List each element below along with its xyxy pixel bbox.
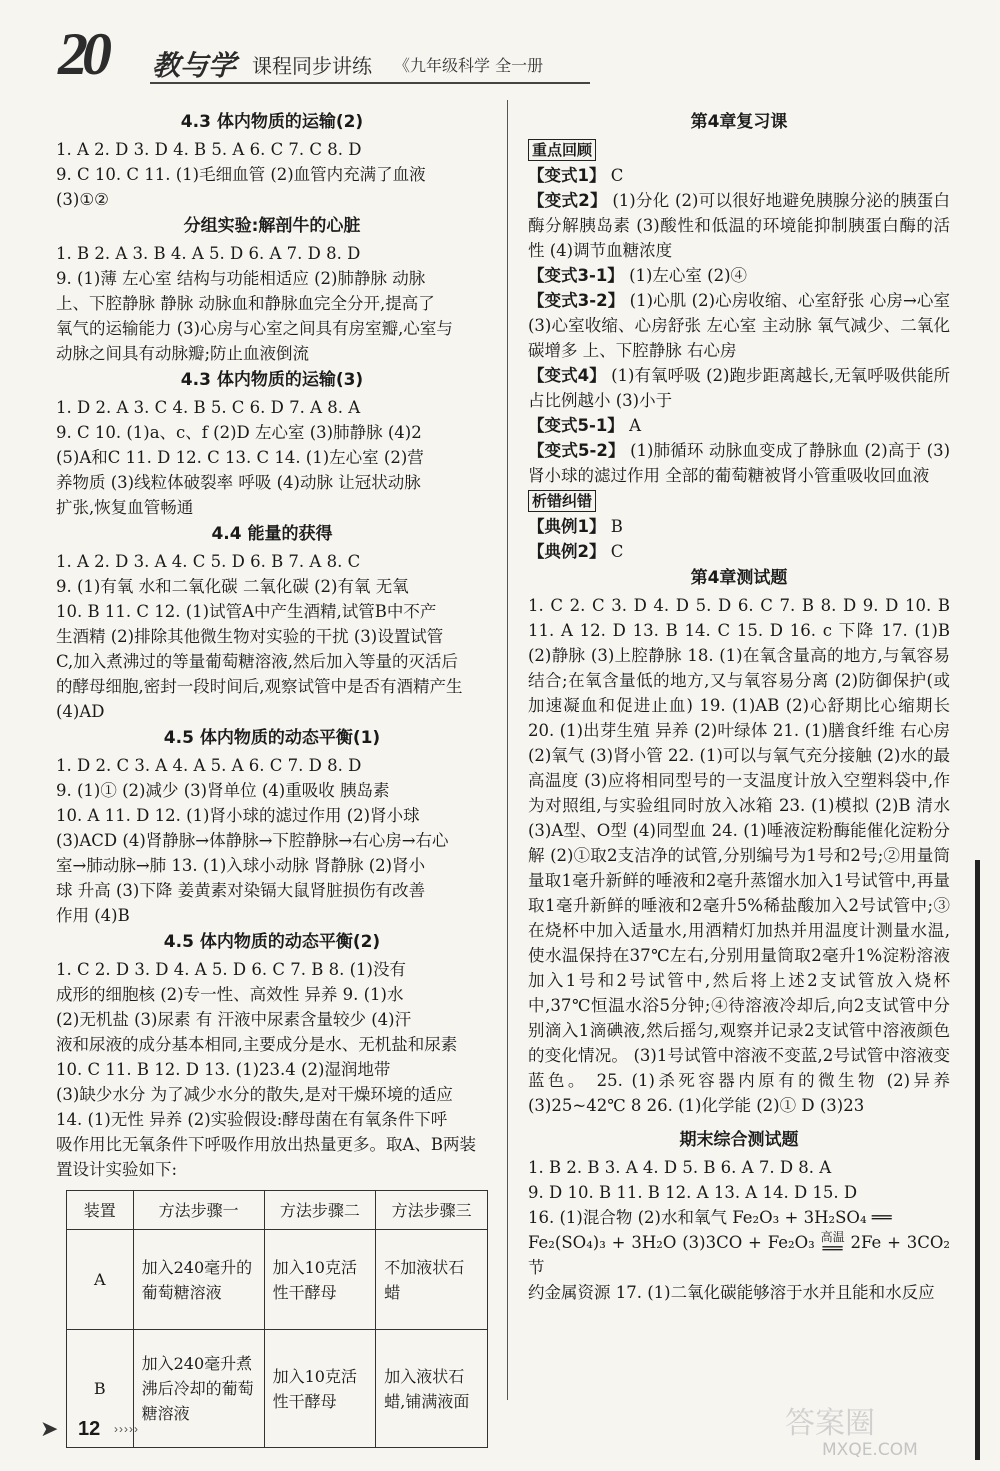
item-text: (1)左心室 (2)④: [629, 266, 748, 285]
table-cell: 不加液状石蜡: [376, 1230, 488, 1330]
table-header-row: [67, 1191, 488, 1230]
section-title: 4.4 能量的获得: [211, 524, 333, 544]
answer-line: 置设计实验如下:: [56, 1160, 178, 1179]
section-4-5-2: [56, 930, 488, 1182]
table-cell: 加入240毫升的葡萄糖溶液: [133, 1230, 264, 1330]
review-title: 第4章复习课: [690, 112, 788, 132]
section-title: 4.5 体内物质的动态平衡(1): [163, 728, 381, 748]
answer-line: 1. B 2. B 3. A 4. D 5. B 6. A 7. D 8. A: [528, 1158, 832, 1177]
section-title: 4.3 体内物质的运输(3): [180, 370, 364, 390]
final-title: 期末综合测试题: [679, 1130, 799, 1150]
equals-sign: ══: [822, 1239, 843, 1258]
item-tag: 【变式5-1】: [528, 416, 624, 435]
answer-line: 9. D 10. B 11. B 12. A 13. A 14. D 15. D: [528, 1183, 858, 1202]
answer-line: 养物质 (3)线粒体破裂率 呼吸 (4)动脉 让冠状动脉: [56, 473, 421, 492]
equation-left: 3CO + Fe₂O₃: [705, 1233, 815, 1252]
answer-line: 约金属资源 17. (1)二氧化碳能够溶于水并且能和水反应: [528, 1283, 935, 1302]
answer-line: 10. A 11. D 12. (1)肾小球的滤过作用 (2)肾小球: [56, 806, 420, 825]
answer-line: 9. (1)有氧 水和二氧化碳 二氧化碳 (2)有氧 无氧: [56, 577, 409, 596]
equation-suffix: 节: [528, 1258, 545, 1277]
equation-prefix: (3): [682, 1233, 706, 1252]
answer-line: 作用 (4)B: [56, 906, 130, 925]
section-4-3-2: [56, 110, 488, 212]
condition-text: 高温: [820, 1230, 845, 1244]
answer-line: 液和尿液的成分基本相同,主要成分是水、无机盐和尿素: [56, 1035, 458, 1054]
item-tag: 【典例1】: [528, 517, 606, 536]
answer-line: 生酒精 (2)排除其他微生物对实验的干扰 (3)设置试管: [56, 627, 444, 646]
answer-line: (3)ACD (4)肾静脉→体静脉→下腔静脉→右心房→右心: [56, 831, 449, 850]
answer-line: 9. C 10. C 11. (1)毛细血管 (2)血管内充满了血液: [56, 165, 426, 184]
section-4-4: [56, 522, 488, 724]
page-number: 12: [78, 1418, 101, 1440]
column-divider: [507, 100, 508, 1400]
section-4-5-1: [56, 726, 488, 928]
item-text: B: [610, 517, 623, 536]
review-item: [528, 413, 950, 438]
table-cell: 加入10克活性干酵母: [264, 1330, 376, 1448]
equals-sign: ══: [871, 1208, 892, 1227]
item-tag: 【变式1】: [528, 166, 606, 185]
answer-line: 室→肺动脉→肺 13. (1)入球小动脉 肾静脉 (2)肾小: [56, 856, 426, 875]
logo-20: 20: [58, 21, 106, 87]
table-header: 装置: [67, 1191, 134, 1230]
item-tag: 【变式4】: [528, 366, 606, 385]
table-cell: B: [67, 1330, 134, 1448]
error-item: [528, 539, 950, 564]
item-text: (1)心肌 (2)心房收缩、心室舒张 心房→心室 (3)心室收缩、心房舒张 左心室 主动脉 氧气减少、二氧化碳增多 上、下腔静脉 右心房: [528, 291, 951, 360]
brand-title: 教与学: [152, 50, 237, 81]
watermark-url: MXQE.COM: [822, 1440, 918, 1460]
table-cell: A: [67, 1230, 134, 1330]
answer-line: (2)无机盐 (3)尿素 有 汗液中尿素含量较少 (4)汗: [56, 1010, 412, 1029]
answer-line: (3)①②: [56, 190, 109, 209]
equation-right: 2Fe + 3CO₂: [850, 1233, 951, 1252]
answer-line: 10. C 11. B 12. D 13. (1)23.4 (2)湿润地带: [56, 1060, 391, 1079]
answer-text: 16. (1)混合物 (2)水和氧气: [528, 1208, 727, 1227]
review-item: [528, 288, 950, 363]
section-title: 4.3 体内物质的运输(2): [180, 112, 364, 132]
answer-line: 1. D 2. A 3. C 4. B 5. C 6. D 7. A 8. A: [56, 398, 361, 417]
left-column: [56, 108, 488, 1448]
answer-line: 9. (1)薄 左心室 结构与功能相适应 (2)肺静脉 动脉: [56, 269, 426, 288]
answer-line: 1. C 2. D 3. D 4. A 5. D 6. C 7. B 8. (1)没有: [56, 960, 406, 979]
answer-line: 9. C 10. (1)a、c、f (2)D 左心室 (3)肺静脉 (4)2: [56, 423, 422, 442]
item-tag: 【变式2】: [528, 191, 607, 210]
equation-right: Fe₂(SO₄)₃ + 3H₂O: [528, 1233, 677, 1252]
answer-line: (4)AD: [56, 702, 105, 721]
table-cell: 加入240毫升煮沸后冷却的葡萄糖溶液: [133, 1330, 264, 1448]
test-title: 第4章测试题: [690, 568, 788, 588]
review-item: [528, 438, 950, 488]
arrow-right-icon: ➤: [40, 1416, 59, 1441]
answer-line: 9. (1)① (2)减少 (3)肾单位 (4)重吸收 胰岛素: [56, 781, 390, 800]
review-item: [528, 363, 950, 413]
answer-line: 10. B 11. C 12. (1)试管A中产生酒精,试管B中不产: [56, 602, 437, 621]
table-cell: 加入液状石蜡,铺满液面: [376, 1330, 488, 1448]
item-text: (1)分化 (2)可以很好地避免胰腺分泌的胰蛋白酶分解胰岛素 (3)酸性和低温的环境能抑制胰蛋白酶的活性 (4)调节血糖浓度: [528, 191, 950, 260]
answer-line: (5)A和C 11. D 12. C 13. C 14. (1)左心室 (2)营: [56, 448, 424, 467]
equation-left: Fe₂O₃ + 3H₂SO₄: [732, 1208, 867, 1227]
section-4-3-3: [56, 368, 488, 520]
answer-line: 1. A 2. D 3. A 4. C 5. D 6. B 7. A 8. C: [56, 552, 361, 571]
answer-line: 14. (1)无性 异养 (2)实验假设:酵母菌在有氧条件下呼: [56, 1110, 448, 1129]
equation-line-2: [528, 1230, 950, 1280]
reaction-condition: [820, 1230, 845, 1258]
chevron-decoration: ›››››: [114, 1422, 139, 1436]
page-header: [40, 18, 600, 90]
answer-line: 球 升高 (3)下降 姜黄素对染镉大鼠肾脏损伤有改善: [56, 881, 426, 900]
experiment-table: [66, 1190, 488, 1448]
answer-line: 扩张,恢复血管畅通: [56, 498, 194, 517]
answer-line: 氧气的运输能力 (3)心房与心室之间具有房室瓣,心室与: [56, 319, 453, 338]
table-header: 方法步骤一: [133, 1191, 264, 1230]
review-item: [528, 263, 950, 288]
error-analysis-box: 析错纠错: [528, 490, 596, 512]
item-text: C: [610, 542, 624, 561]
item-text: C: [610, 166, 624, 185]
item-tag: 【变式3-2】: [528, 291, 625, 310]
answer-line: 1. B 2. A 3. B 4. A 5. D 6. A 7. D 8. D: [56, 244, 361, 263]
course-title: 课程同步讲练: [252, 54, 372, 78]
review-item: [528, 163, 950, 188]
table-row: [67, 1230, 488, 1330]
item-text: (1)肺循环 动脉血变成了静脉血 (2)高于 (3)肾小球的滤过作用 全部的葡萄糖被肾小管重吸收回血液: [528, 441, 951, 485]
section-title: 4.5 体内物质的动态平衡(2): [163, 932, 381, 952]
page-footer: [40, 1412, 180, 1452]
answer-line: 的酵母细胞,密封一段时间后,观察试管中是否有酒精产生: [56, 677, 463, 696]
item-tag: 【典例2】: [528, 542, 606, 561]
answer-line: 吸作用比无氧条件下呼吸作用放出热量更多。取A、B两装: [56, 1135, 477, 1154]
table-cell: 加入10克活性干酵母: [264, 1230, 376, 1330]
error-item: [528, 514, 950, 539]
answer-line: 成形的细胞核 (2)专一性、高效性 异养 9. (1)水: [56, 985, 404, 1004]
header-rule: [150, 82, 590, 84]
answer-line: 1. D 2. C 3. A 4. A 5. A 6. C 7. D 8. D: [56, 756, 362, 775]
answer-line: (3)缺少水分 为了减少水分的散失,是对干燥环境的适应: [56, 1085, 453, 1104]
item-text: (1)有氧呼吸 (2)跑步距离越长,无氧呼吸供能所占比例越小 (3)小于: [528, 366, 951, 410]
table-header: 方法步骤二: [264, 1191, 376, 1230]
answer-line: 动脉之间具有动脉瓣;防止血液倒流: [56, 344, 310, 363]
item-tag: 【变式5-2】: [528, 441, 625, 460]
answer-line: C,加入煮沸过的等量葡萄糖溶液,然后加入等量的灭活后: [56, 652, 459, 671]
section-title: 分组实验:解剖牛的心脏: [183, 216, 361, 236]
equation-line-1: [528, 1205, 950, 1230]
item-text: A: [629, 416, 641, 435]
key-review-box: 重点回顾: [528, 139, 596, 161]
item-tag: 【变式3-1】: [528, 266, 624, 285]
review-item: [528, 188, 950, 263]
right-column: [528, 108, 950, 1305]
answer-line: 上、下腔静脉 静脉 动脉血和静脉血完全分开,提高了: [56, 294, 435, 313]
watermark-logo: 答案圈: [785, 1406, 875, 1441]
page-edge-shadow: [975, 860, 980, 1460]
table-header: 方法步骤三: [376, 1191, 488, 1230]
book-subtitle: 《九年级科学 全一册: [394, 56, 544, 75]
section-heart-dissection: [56, 214, 488, 366]
test-answers: 1. C 2. C 3. D 4. D 5. D 6. C 7. B 8. D 9. D 10. B 11. A 12. D 13. B 14. C 15. D 16. c 下降 17. (1)B (2)静脉 (3)上腔静脉 18. (1)在氧含量高的地方,与氧容易结合;在氧含量低的地方,又与氧容易分离 (2)防御保护(或加速凝血和促进止血) 19. (1)AB (2)心舒期比心缩期长 20. (1)出芽生殖 异养 (2)叶绿体 21. (1)膳食纤维 右心房 (2)氧气 (3)肾小管 22. (1)可以与氧气充分接触 (2)水的最高温度 (3)应将相同型号的一支温度计放入空塑料袋中,作为对照组,与实验组同时放入冰箱 23. (1)模拟 (2)B 清水 (3)A型、O型 (4)同型血 24. (1)唾液淀粉酶能催化淀粉分解 (2)①取2支洁净的试管,分别编号为1号和2号;②用量筒量取1毫升新鲜的唾液和2毫升蒸馏水加入1号试管中,再量取1毫升新鲜的唾液和2毫升5%稀盐酸加入2号试管中;③在烧杯中加入适量水,用酒精灯加热并用温度计测量水温,使水温保持在37℃左右,分别用量筒取2毫升1%淀粉溶液加入1号和2号试管中,然后将上述2支试管放入烧杯中,37℃恒温水浴5分钟;④待溶液冷却后,向2支试管中分别滴入1滴碘液,然后摇匀,观察并记录2支试管中溶液颜色的变化情况。 (3)1号试管中溶液不变蓝,2号试管中溶液变蓝色。 25. (1)杀死容器内原有的微生物 (2)异养 (3)25~42℃ 8 26. (1)化学能 (2)① D (3)23: [528, 596, 950, 1115]
answer-line: 1. A 2. D 3. D 4. B 5. A 6. C 7. C 8. D: [56, 140, 362, 159]
